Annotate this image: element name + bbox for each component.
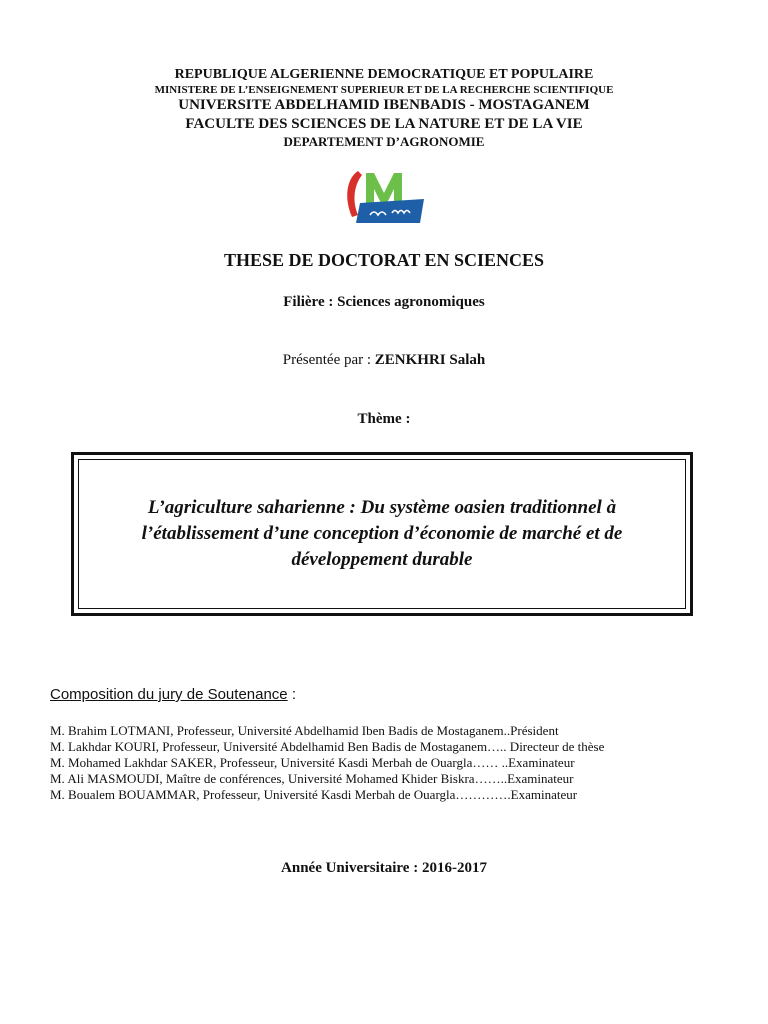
theme-label: Thème : [357, 411, 411, 427]
thesis-title-line-3: développement durable [291, 549, 473, 570]
thesis-type: THESE DE DOCTORAT EN SCIENCES [223, 250, 545, 270]
presented-by [0, 352, 768, 369]
header-faculty: FACULTE DES SCIENCES DE LA NATURE ET DE LA VIE [185, 116, 583, 132]
thesis-title [82, 495, 682, 573]
jury-member: M. Mohamed Lakhdar SAKER, Professeur, Université Kasdi Merbah de Ouargla…… ..Examinateur [50, 755, 575, 770]
thesis-title-line-1: L’agriculture saharienne : Du système oasien traditionnel à [147, 497, 617, 518]
jury-member: M. Lakhdar KOURI, Professeur, Université Abdelhamid Ben Badis de Mostaganem….. Directeur de thèse [50, 739, 605, 754]
university-logo-icon [340, 165, 428, 227]
jury-heading-colon: : [287, 686, 296, 703]
header-republic: REPUBLIQUE ALGERIENNE DEMOCRATIQUE ET POPULAIRE [174, 67, 594, 82]
header-university: UNIVERSITE ABDELHAMID IBENBADIS - MOSTAGANEM [178, 97, 590, 113]
filiere: Filière : Sciences agronomiques [283, 294, 485, 310]
jury-member: M. Ali MASMOUDI, Maître de conférences, Université Mohamed Khider Biskra……..Examinateur [50, 771, 574, 786]
academic-year: Année Universitaire : 2016-2017 [281, 860, 487, 876]
presented-by-label: Présentée par : [282, 352, 375, 368]
jury-member: M. Brahim LOTMANI, Professeur, Université Abdelhamid Iben Badis de Mostaganem..Président [50, 723, 559, 738]
thesis-title-frame [71, 452, 693, 616]
jury-heading [50, 686, 296, 703]
jury-list [50, 723, 750, 803]
author-name: ZENKHRI Salah [374, 352, 486, 368]
thesis-title-line-2: l’établissement d’une conception d’économie de marché et de [141, 523, 623, 544]
header-department: DEPARTEMENT D’AGRONOMIE [283, 134, 485, 149]
university-logo [340, 165, 428, 227]
header-ministry: MINISTERE DE L’ENSEIGNEMENT SUPERIEUR ET DE LA RECHERCHE SCIENTIFIQUE [154, 84, 614, 96]
jury-heading-text: Composition du jury de Soutenance [50, 686, 288, 703]
jury-member: M. Boualem BOUAMMAR, Professeur, Université Kasdi Merbah de Ouargla………….Examinateur [50, 787, 578, 802]
